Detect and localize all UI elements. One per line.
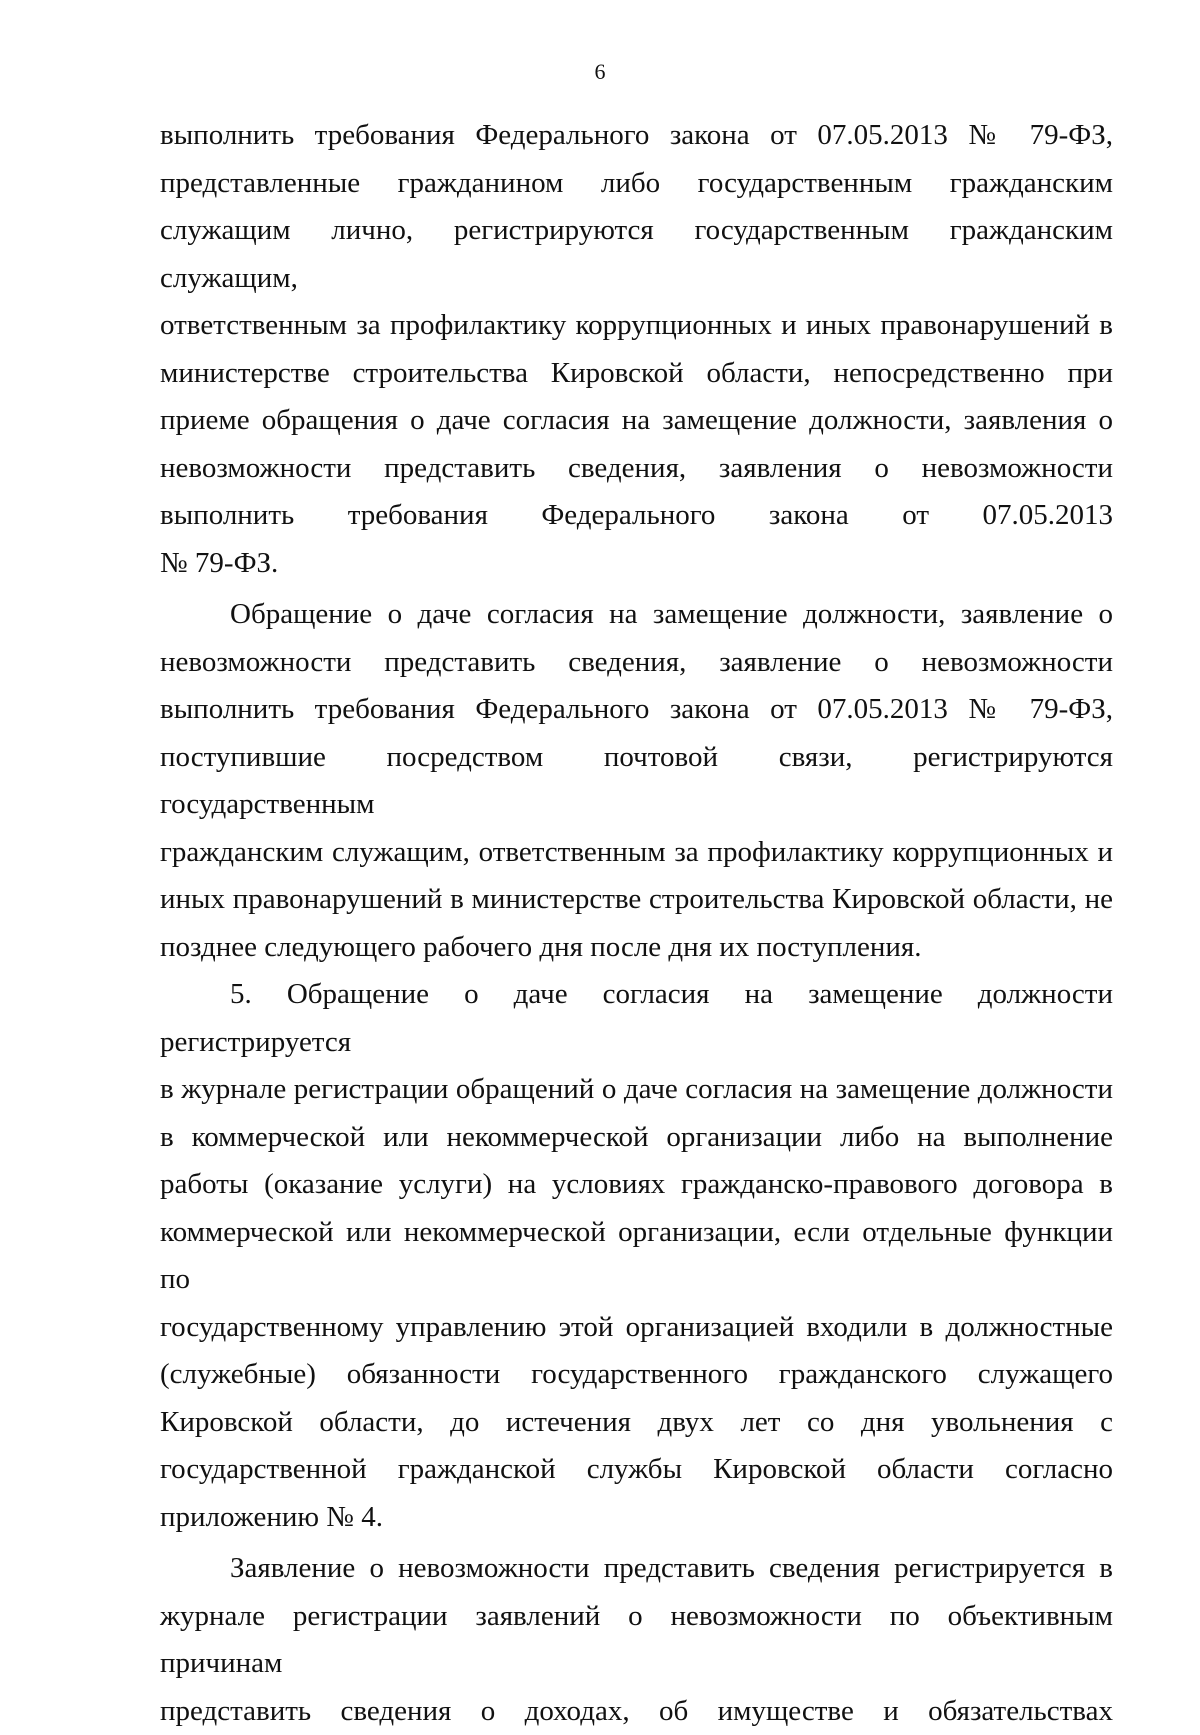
text-line: работы (оказание услуги) на условиях гражданско-правового договора в [160,1161,1113,1209]
text-line: Кировской области, до истечения двух лет со дня увольнения с [160,1399,1113,1447]
text-line: приеме обращения о даче согласия на замещение должности, заявления о [160,397,1113,445]
text-line: невозможности представить сведения, заявления о невозможности [160,445,1113,493]
paragraph-start-line: Обращение о даче согласия на замещение должности, заявление о [160,591,1113,639]
text-line: позднее следующего рабочего дня после дня их поступления. [160,924,1113,972]
text-line: (служебные) обязанности государственного гражданского служащего [160,1351,1113,1399]
text-line: выполнить требования Федерального закона от 07.05.2013 № 79-ФЗ, [160,112,1113,160]
text-line: невозможности представить сведения, заявление о невозможности [160,639,1113,687]
text-line: иных правонарушений в министерстве строительства Кировской области, не [160,876,1113,924]
text-line: в журнале регистрации обращений о даче согласия на замещение должности [160,1066,1113,1114]
text-line: журнале регистрации заявлений о невозможности по объективным причинам [160,1593,1113,1688]
text-line: ответственным за профилактику коррупционных и иных правонарушений в [160,302,1113,350]
text-line: государственной гражданской службы Кировской области согласно [160,1446,1113,1494]
paragraph-start-line: 5. Обращение о даче согласия на замещение должности регистрируется [160,971,1113,1066]
text-line: выполнить требования Федерального закона от 07.05.2013 [160,492,1113,540]
text-line: представить сведения о доходах, об имуществе и обязательствах [160,1688,1113,1735]
text-line: выполнить требования Федерального закона от 07.05.2013 № 79-ФЗ, [160,686,1113,734]
page-number: 6 [0,58,1200,86]
text-line: служащим лично, регистрируются государственным гражданским служащим, [160,207,1113,302]
paragraph-start-line: Заявление о невозможности представить сведения регистрируется в [160,1545,1113,1593]
text-line: коммерческой или некоммерческой организации, если отдельные функции по [160,1209,1113,1304]
text-line: в коммерческой или некоммерческой организации либо на выполнение [160,1114,1113,1162]
text-line: № 79-ФЗ. [160,540,1113,588]
text-line: государственному управлению этой организацией входили в должностные [160,1304,1113,1352]
text-line: гражданским служащим, ответственным за профилактику коррупционных и [160,829,1113,877]
text-line: приложению № 4. [160,1494,1113,1542]
text-line: представленные гражданином либо государственным гражданским [160,160,1113,208]
text-line: поступившие посредством почтовой связи, регистрируются государственным [160,734,1113,829]
text-line: министерстве строительства Кировской области, непосредственно при [160,350,1113,398]
document-body [160,112,1113,1735]
